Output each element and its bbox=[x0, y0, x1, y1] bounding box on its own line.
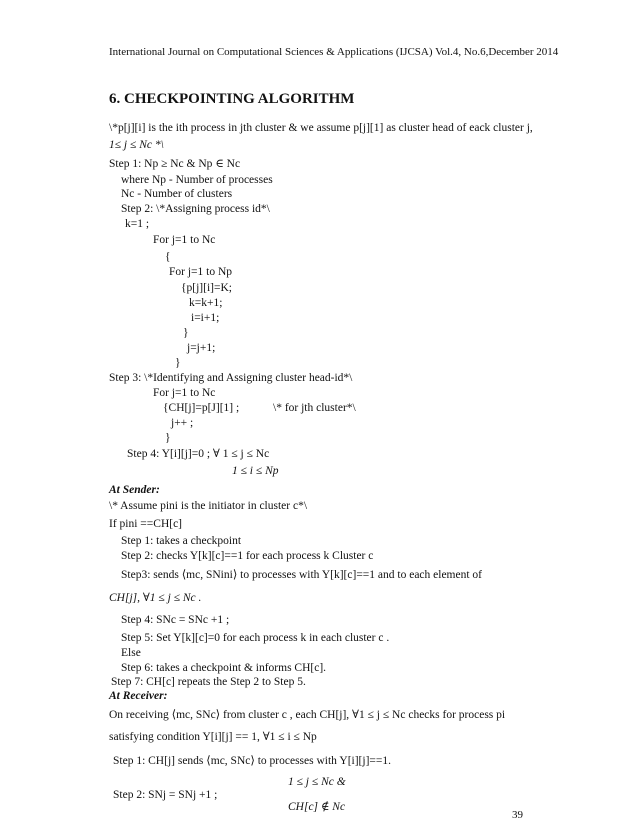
text-line: For j=1 to Nc bbox=[153, 234, 216, 246]
text-line: For j=1 to Np bbox=[169, 266, 233, 278]
text-line: 1≤ j ≤ Nc *\ bbox=[109, 139, 164, 151]
text-line: 1 ≤ i ≤ Np bbox=[232, 465, 279, 477]
text-line: 1 ≤ j ≤ Nc & bbox=[288, 776, 346, 788]
text-line: {p[j][i]=K; bbox=[181, 282, 232, 294]
text-line: Nc - Number of clusters bbox=[121, 188, 233, 200]
text-line: satisfying condition Y[i][j] == 1, ∀1 ≤ i ≤ Np bbox=[109, 731, 317, 743]
text-line: \* for jth cluster*\ bbox=[273, 402, 356, 414]
text-line: \*p[j][i] is the ith process in jth cluster & we assume p[j][1] as cluster head of eack cluster j, bbox=[109, 122, 533, 134]
text-line: CH[j], ∀1 ≤ j ≤ Nc . bbox=[109, 592, 202, 604]
subheading-at-sender: At Sender: bbox=[109, 484, 160, 496]
text-line: { bbox=[165, 251, 171, 263]
text-line: } bbox=[183, 327, 189, 339]
text-line: For j=1 to Nc bbox=[153, 387, 216, 399]
text-line: Step 2: SNj = SNj +1 ; bbox=[113, 789, 218, 801]
section-title: 6. CHECKPOINTING ALGORITHM bbox=[109, 91, 355, 107]
text-line: } bbox=[175, 357, 181, 369]
text-line: Step 1: takes a checkpoint bbox=[121, 535, 242, 547]
text-line: i=i+1; bbox=[191, 312, 220, 324]
text-line: Step 6: takes a checkpoint & informs CH[c]. bbox=[121, 662, 327, 674]
text-line: j=j+1; bbox=[187, 342, 216, 354]
text-line: Step 1: Np ≥ Nc & Np ∈ Nc bbox=[109, 158, 241, 170]
text-line: Step 1: CH[j] sends ⟨mc, SNc⟩ to processes with Y[i][j]==1. bbox=[113, 755, 391, 767]
text-line: CH[c] ∉ Nc bbox=[288, 801, 346, 813]
text-line: Else bbox=[121, 647, 141, 659]
text-line: where Np - Number of processes bbox=[121, 174, 273, 186]
text-line: k=k+1; bbox=[189, 297, 223, 309]
text-line: } bbox=[165, 432, 171, 444]
text-line: Step 5: Set Y[k][c]=0 for each process k in each cluster c . bbox=[121, 632, 390, 644]
text-line: If pini ==CH[c] bbox=[109, 518, 183, 530]
text-line: Step 4: SNc = SNc +1 ; bbox=[121, 614, 230, 626]
subheading-at-receiver: At Receiver: bbox=[109, 690, 168, 702]
text-line: Step 4: Y[i][j]=0 ; ∀ 1 ≤ j ≤ Nc bbox=[127, 448, 270, 460]
page-number: 39 bbox=[512, 809, 523, 821]
text-line: Step 2: checks Y[k][c]==1 for each process k Cluster c bbox=[121, 550, 374, 562]
text-line: k=1 ; bbox=[125, 218, 150, 230]
text-line: Step 7: CH[c] repeats the Step 2 to Step 5. bbox=[111, 676, 306, 688]
journal-header: International Journal on Computational Sciences & Applications (IJCSA) Vol.4, No.6,December 2014 bbox=[109, 46, 559, 58]
text-line: {CH[j]=p[J][1] ; bbox=[163, 402, 240, 414]
text-line: \* Assume pini is the initiator in cluster c*\ bbox=[109, 500, 308, 512]
text-line: On receiving ⟨mc, SNc⟩ from cluster c , each CH[j], ∀1 ≤ j ≤ Nc checks for process pi bbox=[109, 709, 506, 721]
text-line: Step 2: \*Assigning process id*\ bbox=[121, 203, 270, 215]
text-line: Step 3: \*Identifying and Assigning cluster head-id*\ bbox=[109, 372, 353, 384]
text-line: j++ ; bbox=[171, 417, 194, 429]
text-line: Step3: sends ⟨mc, SNini⟩ to processes with Y[k][c]==1 and to each element of bbox=[121, 569, 483, 581]
